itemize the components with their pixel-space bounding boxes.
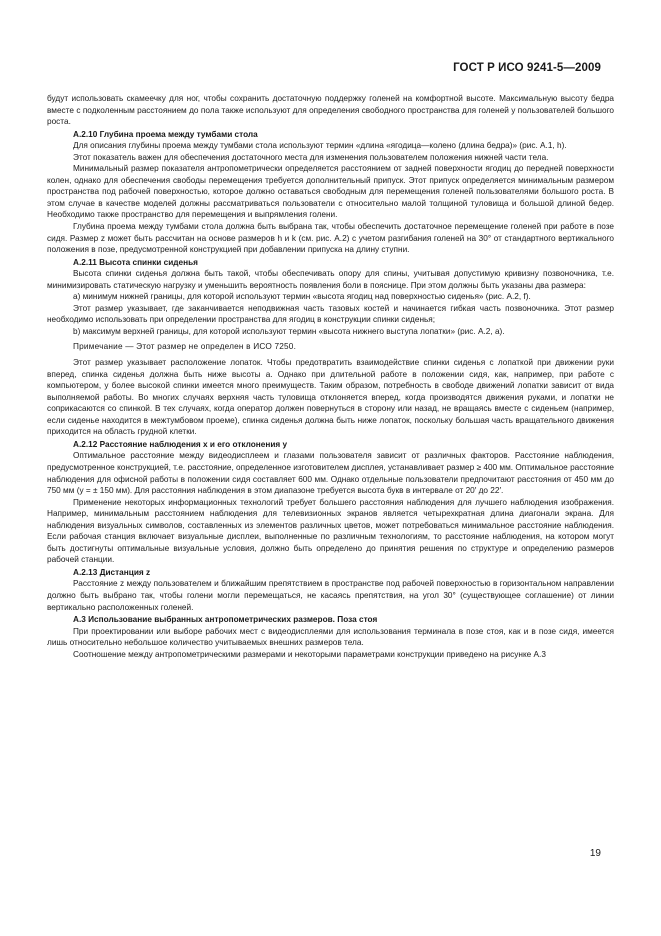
body-paragraph: Оптимальное расстояние между видеодисплеем и глазами пользователя зависит от различных факторов. Расстояние наблюдения, предусмотренное конструкцией, т.е. расстояние, определенное изготовителем дисплея, устанавливает размер ≥ 400 мм. Оптимальное расстояние наблюдения для офисной работы в положении сидя составляет 600 мм. Однако отдельные пользователи предпочитают расстояния от 450 мм до 750 мм (y = ± 150 мм). Для расстояния наблюдения в этом диапазоне требуется высота букв в интервале от 20′ до 22′. xyxy=(47,451,614,496)
section-heading: A.2.12 Расстояние наблюдения x и его отклонения y xyxy=(73,439,288,449)
body-paragraph: Для описания глубины проема между тумбами стола используют термин «длина «ягодица—колено (длина бедра)» (рис. A.1, h). xyxy=(73,141,567,151)
body-paragraph: Этот показатель важен для обеспечения достаточного места для изменения пользователем положения нижней части тела. xyxy=(73,152,549,162)
document-body xyxy=(47,93,614,660)
body-paragraph: b) максимум верхней границы, для которой используют термин «высота нижнего выступа лопатки» (рис. A.2, a). xyxy=(73,326,505,336)
section-heading: A.2.11 Высота спинки сиденья xyxy=(73,257,198,267)
note-paragraph: Примечание — Этот размер не определен в ИСО 7250. xyxy=(73,342,297,352)
body-paragraph: Минимальный размер показателя антропометрически определяется расстоянием от задней поверхности ягодиц до передней поверхности колен, однако для обеспечения свободы перемещения требуется дополнительный припуск. Этот припуск определяется минимальным размером пространства под рабочей поверхностью, которое должно оставаться свободным для перемещения голеней пользователями большого роста. В этом случае в качестве моделей должны рассматриваться пользователи с относительно малой толщиной туловища и большой длиной бедер. Необходимо также пространство для перемещения и выпрямления голени. xyxy=(47,164,614,220)
body-paragraph: Высота спинки сиденья должна быть такой, чтобы обеспечивать опору для спины, учитывая допустимую кривизну позвоночника, т.е. минимизировать статическую нагрузку и уменьшить вероятность появления боли в пояснице. При этом должны быть указаны два размера: xyxy=(47,269,614,290)
body-paragraph: будут использовать скамеечку для ног, чтобы сохранить достаточную поддержку голеней на комфортной высоте. Максимальную высоту бедра вместе с подколенным расстоянием до пола также используют для определения свободного пространства для голеней у пользователей большого роста. xyxy=(47,94,614,127)
body-paragraph: Этот размер указывает расположение лопаток. Чтобы предотвратить взаимодействие спинки сиденья с лопаткой при движении руки вперед, спинка сиденья должна быть ниже высоты a. Однако при длительной работе в положении сидя, как, например, при работе с компьютером, у более высокой спинки имеется много преимуществ. Таким образом, потребность в свободе движений лопатки зависит от вида выполняемой работы. Во многих случаях верхняя часть туловища отклоняется вперед, когда производятся движения руками, и лопатки не соприкасаются со спинкой. В тех случаях, когда оператор должен повернуться в сторону или назад, не вращаясь вместе с сиденьем (например, если сиденье находится в межтумбовом проеме), спинка сиденья должна быть ниже лопаток, поскольку большая часть вращательного движения приходится на область грудной клетки. xyxy=(47,358,614,437)
document-header: ГОСТ Р ИСО 9241-5—2009 xyxy=(453,62,601,74)
body-paragraph: При проектировании или выборе рабочих мест с видеодисплеями для использования терминала в позе стоя, как и в позе сидя, имеется лишь относительно небольшое количество учитываемых внешних размеров тела. xyxy=(47,626,614,648)
body-paragraph: Расстояние z между пользователем и ближайшим препятствием в пространстве под рабочей поверхностью в горизонтальном направлении должно быть выбрано так, чтобы голени могли перемещаться, не касаясь препятствия, на угол 30° (существующее соглашение) от линии вертикально расположенных голеней. xyxy=(47,579,614,612)
page-number: 19 xyxy=(589,848,601,859)
section-heading: A.3 Использование выбранных антропометрических размеров. Поза стоя xyxy=(73,615,378,625)
section-heading: A.2.10 Глубина проема между тумбами стола xyxy=(73,129,258,139)
section-heading: A.2.13 Дистанция z xyxy=(73,567,151,577)
body-paragraph: а) минимум нижней границы, для которой используют термин «высота ягодиц над поверхностью сиденья» (рис. A.2, f). xyxy=(73,292,531,302)
body-paragraph: Соотношение между антропометрическими размерами и некоторыми параметрами конструкции приведено на рисунке A.3 xyxy=(73,649,546,659)
body-paragraph: Этот размер указывает, где заканчивается неподвижная часть тазовых костей и начинается гибкая часть позвоночника. Этот размер необходимо использовать при определении пространства для ягодиц в конструкции спинки сиденья; xyxy=(47,303,614,325)
body-paragraph: Глубина проема между тумбами стола должна быть выбрана так, чтобы обеспечить достаточное перемещение голеней при работе в позе сидя. Размер z может быть рассчитан на основе размеров h и k (см. рис. A.2) с учетом разгибания голеней на 30° от стандартного вертикального положения в позе, предусмотренной конструкцией при добавлении припуска на длину ступни. xyxy=(47,222,614,255)
body-paragraph: Применение некоторых информационных технологий требует большего расстояния наблюдения для лучшего наблюдения изображения. Например, минимальным расстоянием наблюдения для телевизионных экранов является четырехкратная длина диагонали экрана. Для наблюдения визуальных символов, составленных из элементов различных цветов, может потребоваться минимальное расстояние наблюдения. Если рабочая станция включает визуальные дисплеи, выполненные по различным технологиям, то расстояние наблюдения, на котором могут быть достигнуты оптимальные визуальные условия, должно быть определено до принятия решения по структуре и определению размеров рабочей станции. xyxy=(47,497,614,565)
